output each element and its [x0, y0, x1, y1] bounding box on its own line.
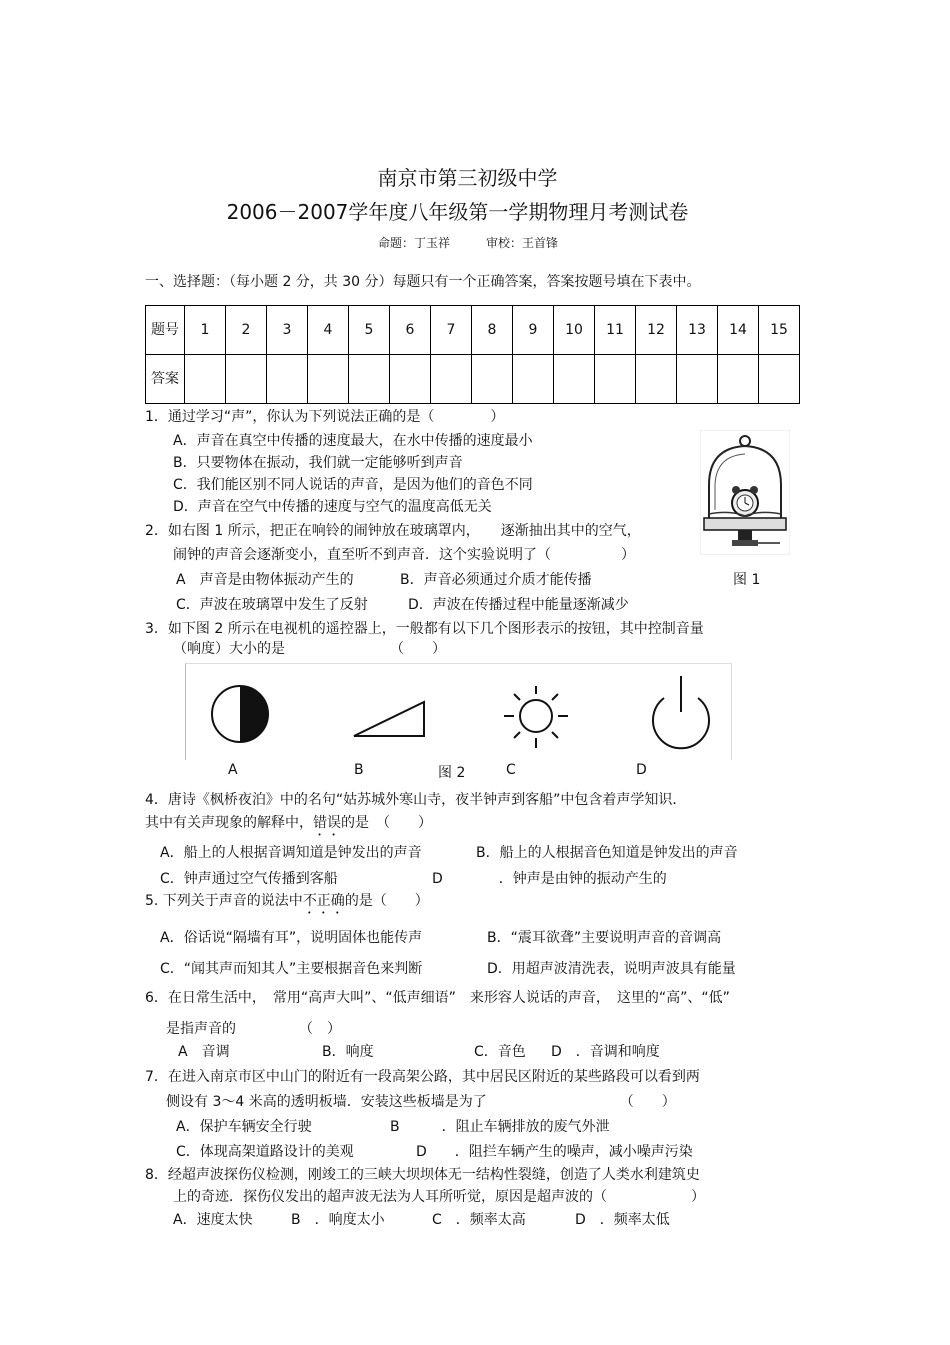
table-row-answers: [146, 355, 800, 404]
q6-stem-line1: 6．在日常生活中， 常用“高声大叫”、“低声细语” 来形容人说话的声音， 这里的“高”、“低”: [145, 990, 730, 1006]
question-number: 12: [636, 306, 677, 355]
question-number: 5: [349, 306, 390, 355]
q8-option-c: C ．频率太高: [432, 1212, 526, 1228]
q4-option-b: B．船上的人根据音色知道是钟发出的声音: [476, 845, 738, 861]
q3-stem-line2: （响度）大小的是 （ ）: [173, 641, 446, 657]
q2-option-d: D．声波在传播过程中能量逐渐减少: [408, 597, 629, 613]
question-number: 2: [226, 306, 267, 355]
q6-option-d: D ．音调和响度: [551, 1044, 660, 1060]
q4-option-c: C．钟声通过空气传播到客船: [160, 871, 338, 887]
q5-option-b: B．“震耳欲聋”主要说明声音的音调高: [487, 930, 722, 946]
q6-option-c: C．音色: [474, 1044, 526, 1060]
volume-wedge-icon: [354, 702, 424, 736]
answer-cell[interactable]: [308, 355, 349, 404]
table-row-numbers: [146, 306, 800, 355]
brightness-sun-icon: [504, 686, 568, 748]
answer-cell[interactable]: [267, 355, 308, 404]
bell-jar-figure: [700, 430, 790, 555]
q2-stem-line2: 闹钟的声音会逐渐变小，直至听不到声音．这个实验说明了（ ）: [173, 547, 635, 563]
q4-stem-line1: 4．唐诗《枫桥夜泊》中的名句“姑苏城外寒山寺，夜半钟声到客船”中包含着声学知识．: [145, 792, 687, 808]
q5-stem-pre: 5. 下列关于声音的说法中: [145, 893, 303, 909]
answer-cell[interactable]: [554, 355, 595, 404]
question-number: 15: [759, 306, 800, 355]
q1-option-a: A．声音在真空中传播的速度最大，在水中传播的速度最小: [173, 433, 533, 449]
fig2-label-d: D: [636, 762, 647, 778]
question-number: 13: [677, 306, 718, 355]
question-number: 6: [390, 306, 431, 355]
answer-cell[interactable]: [390, 355, 431, 404]
q5-stem-post: 的是（ ）: [344, 893, 429, 909]
q4-option-d: D ．钟声是由钟的振动产生的: [432, 871, 667, 887]
fig2-label-a: A: [228, 762, 238, 778]
figure2-frame: [185, 663, 732, 760]
q4-option-a: A．船上的人根据音调知道是钟发出的声音: [160, 845, 422, 861]
q1-option-c: C．我们能区别不同人说话的声音，是因为他们的音色不同: [173, 477, 533, 493]
school-name: 南京市第三初级中学: [377, 166, 558, 190]
q5-option-c: C．“闻其声而知其人”主要根据音色来判断: [160, 961, 423, 977]
q4-emphasis: 错误: [313, 815, 341, 831]
q4-stem-post: 的是 （ ）: [341, 815, 432, 831]
answer-cell[interactable]: [677, 355, 718, 404]
question-number: 7: [431, 306, 472, 355]
author: 命题：丁玉祥: [378, 236, 451, 250]
q1-stem: 1．通过学习“声”，你认为下列说法正确的是（ ）: [145, 409, 505, 425]
q6-option-b: B．响度: [322, 1044, 374, 1060]
q1-option-b: B．只要物体在振动，我们就一定能够听到声音: [173, 455, 463, 471]
q6-option-a: A 音调: [178, 1044, 230, 1060]
power-icon: [653, 676, 709, 748]
q3-stem-line1: 3．如下图 2 所示在电视机的遥控器上，一般都有以下几个图形表示的按钮，其中控制音量: [145, 621, 704, 637]
q1-option-d: D．声音在空气中传播的速度与空气的温度高低无关: [173, 499, 492, 515]
q7-option-a: A．保护车辆安全行驶: [176, 1119, 312, 1135]
q7-option-d: D ．阻拦车辆产生的噪声，减小噪声污染: [416, 1144, 693, 1160]
q2-stem-line1: 2．如右图 1 所示，把正在响铃的闹钟放在玻璃罩内， 逐渐抽出其中的空气，: [145, 523, 641, 539]
answer-cell[interactable]: [431, 355, 472, 404]
answer-cell[interactable]: [718, 355, 759, 404]
answer-cell[interactable]: [226, 355, 267, 404]
answer-cell[interactable]: [595, 355, 636, 404]
fig2-label-c: C: [506, 762, 516, 778]
question-number: 14: [718, 306, 759, 355]
answer-cell[interactable]: [759, 355, 800, 404]
question-number: 8: [472, 306, 513, 355]
q5-option-a: A．俗话说“隔墙有耳”，说明固体也能传声: [160, 930, 423, 946]
q4-stem-pre: 其中有关声现象的解释中，: [145, 815, 313, 831]
question-number: 1: [185, 306, 226, 355]
contrast-icon: [212, 686, 268, 742]
answer-cell[interactable]: [472, 355, 513, 404]
q7-stem-line2: 侧设有 3～4 米高的透明板墙．安装这些板墙是为了 （ ）: [166, 1094, 676, 1110]
q7-stem-line1: 7．在进入南京市区中山门的附近有一段高架公路，其中居民区附近的某些路段可以看到两: [145, 1069, 700, 1085]
q5-stem: [145, 890, 429, 917]
author-line: [378, 234, 558, 251]
q6-stem-line2: 是指声音的 （ ）: [166, 1021, 341, 1037]
q8-option-a: A．速度太快: [173, 1212, 253, 1228]
q5-emphasis: 不正确: [302, 893, 345, 909]
q8-stem-line2: 上的奇迹．探伤仪发出的超声波无法为人耳所听觉，原因是超声波的（ ）: [173, 1189, 705, 1205]
row-label-number: 题号: [146, 306, 185, 355]
q2-option-c: C．声波在玻璃罩中发生了反射: [176, 597, 368, 613]
question-number: 10: [554, 306, 595, 355]
q8-stem-line1: 8．经超声波探伤仪检测，刚竣工的三峡大坝坝体无一结构性裂缝，创造了人类水利建筑史: [145, 1167, 700, 1183]
figure1-label: 图 1: [733, 572, 761, 588]
q8-option-b: B ．响度太小: [291, 1212, 385, 1228]
q7-option-c: C．体现高架道路设计的美观: [176, 1144, 354, 1160]
q2-option-a: A 声音是由物体振动产生的: [176, 572, 354, 588]
answer-cell[interactable]: [513, 355, 554, 404]
figure2-label: 图 2: [438, 765, 466, 781]
question-number: 3: [267, 306, 308, 355]
answer-cell[interactable]: [349, 355, 390, 404]
remote-symbols-figure: [186, 664, 731, 760]
question-number: 4: [308, 306, 349, 355]
section-heading: 一、选择题：（每小题 2 分，共 30 分）每题只有一个正确答案，答案按题号填在下表中。: [145, 274, 701, 290]
answer-cell[interactable]: [636, 355, 677, 404]
question-number: 9: [513, 306, 554, 355]
answer-cell[interactable]: [185, 355, 226, 404]
q8-option-d: D ．频率太低: [575, 1212, 670, 1228]
q5-option-d: D．用超声波清洗表，说明声波具有能量: [487, 961, 736, 977]
q4-stem-line2: [145, 812, 432, 839]
reviewer: 审校：王首锋: [486, 236, 559, 250]
fig2-label-b: B: [354, 762, 364, 778]
q7-option-b: B ．阻止车辆排放的废气外泄: [390, 1119, 610, 1135]
row-label-answer: 答案: [146, 355, 185, 404]
answer-table: [145, 305, 800, 404]
q2-option-b: B．声音必须通过介质才能传播: [400, 572, 592, 588]
question-number: 11: [595, 306, 636, 355]
exam-title: 2006－2007学年度八年级第一学期物理月考测试卷: [226, 200, 689, 224]
